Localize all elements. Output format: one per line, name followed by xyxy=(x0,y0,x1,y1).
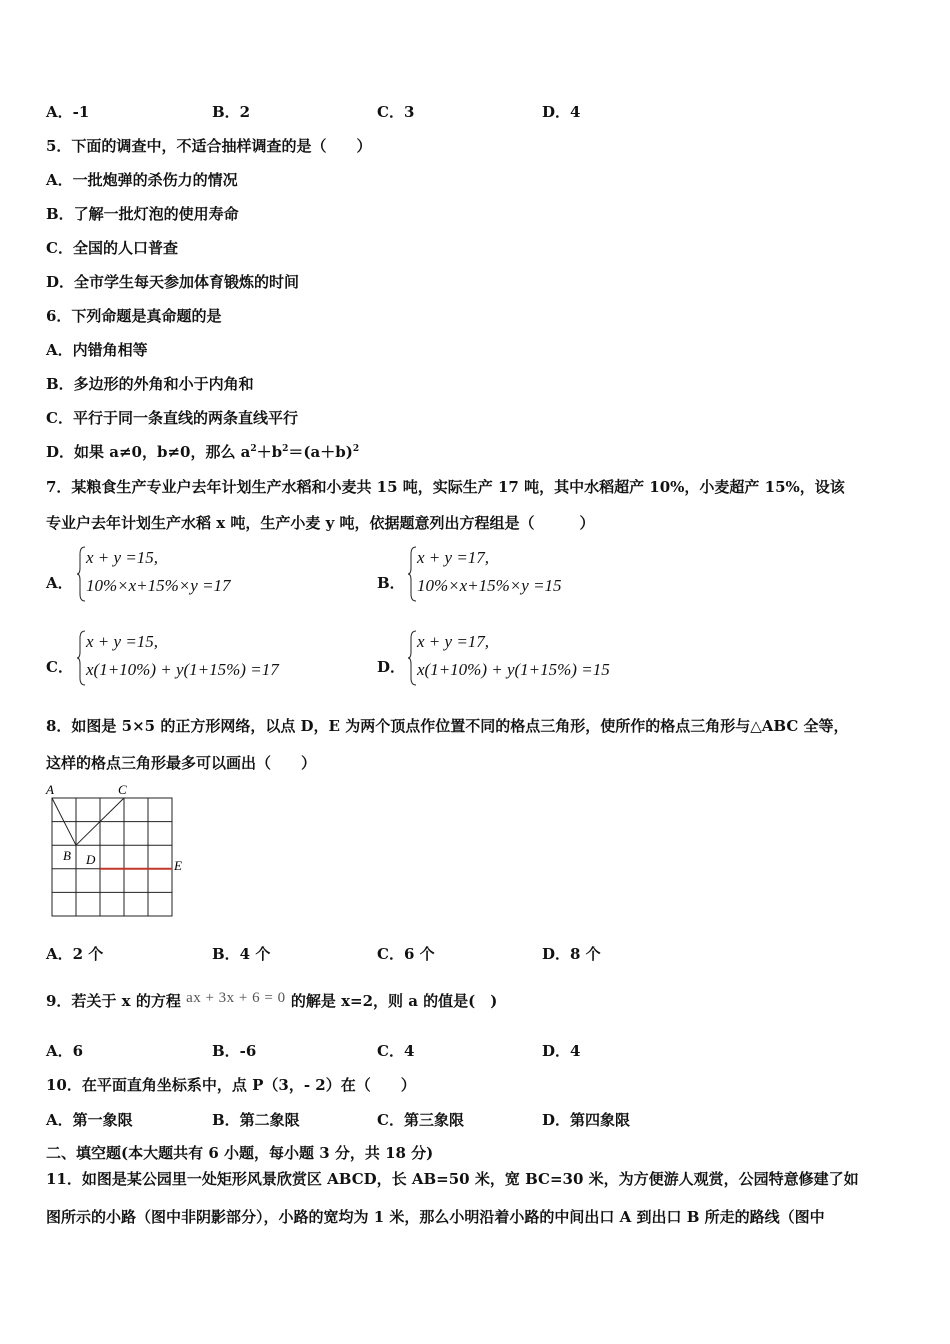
q9-option-b: B．-6 xyxy=(212,1042,257,1060)
label-e: E xyxy=(174,858,182,873)
q8-option-a: A．2 个 xyxy=(46,945,104,963)
q7-option-d-label: D． xyxy=(377,658,406,676)
q11-line2: 图所示的小路（图中非阴影部分），小路的宽均为 1 米，那么小明沿着小路的中间出口 A 到出口 B 所走的路线（图中 xyxy=(46,1208,825,1226)
q9-formula: ax + 3x + 6 = 0 xyxy=(186,990,286,1006)
q6-option-d: D．如果 a≠0，b≠0，那么 $a^2+b^2=(a+b)^2$ xyxy=(46,443,360,461)
q8-option-b: B．4 个 xyxy=(212,945,271,963)
grid-figure xyxy=(42,782,192,922)
q11-line1: 11．如图是某公园里一处矩形风景欣赏区 ABCD，长 AB=50 米，宽 BC=30 米，为方便游人观赏，公园特意修建了如 xyxy=(46,1170,859,1188)
q7-option-b-eq1: x + y =17, xyxy=(417,548,490,567)
q5-option-c: C．全国的人口普查 xyxy=(46,239,178,257)
q7-option-a-system xyxy=(76,546,316,604)
q7-option-a-label: A． xyxy=(46,574,73,592)
q7-option-d-eq1: x + y =17, xyxy=(417,632,490,651)
q4-option-c: C．3 xyxy=(377,103,415,121)
q10-option-d: D．第四象限 xyxy=(542,1111,631,1129)
section-2-title: 二、填空题(本大题共有 6 小题，每小题 3 分，共 18 分) xyxy=(46,1144,434,1162)
label-c: C xyxy=(118,782,127,797)
q5-option-a: A．一批炮弹的杀伤力的情况 xyxy=(46,171,238,189)
q4-option-d: D．4 xyxy=(542,103,581,121)
q7-option-b-eq2: 10%×x+15%×y =15 xyxy=(417,576,562,595)
q7-option-c-system xyxy=(76,630,336,688)
q8-stem-line2: 这样的格点三角形最多可以画出（ ） xyxy=(46,754,317,772)
q5-option-d: D．全市学生每天参加体育锻炼的时间 xyxy=(46,273,300,291)
brace-icon xyxy=(76,630,86,686)
q10-option-c: C．第三象限 xyxy=(377,1111,464,1129)
q7-option-c-eq2: x(1+10%) + y(1+15%) =17 xyxy=(86,660,279,679)
q7-option-a-eq1: x + y =15, xyxy=(86,548,159,567)
q8-option-c: C．6 个 xyxy=(377,945,435,963)
q7-stem-line1: 7．某粮食生产专业户去年计划生产水稻和小麦共 15 吨，实际生产 17 吨，其中水稻超产 10%，小麦超产 15%，设该 xyxy=(46,478,845,496)
q9-stem: 9．若关于 x 的方程 ax + 3x + 6 = 0 的解是 x=2，则 a 的值是( ) xyxy=(46,990,498,1010)
q6-stem: 6．下列命题是真命题的是 xyxy=(46,307,222,325)
q4-option-a: A．-1 xyxy=(46,103,90,121)
label-a: A xyxy=(46,782,54,797)
q7-option-c-label: C． xyxy=(46,658,73,676)
q10-stem: 10．在平面直角坐标系中，点 P（3，- 2）在（ ） xyxy=(46,1076,416,1094)
q7-option-d-eq2: x(1+10%) + y(1+15%) =15 xyxy=(417,660,610,679)
brace-icon xyxy=(407,630,417,686)
q6-option-b: B．多边形的外角和小于内角和 xyxy=(46,375,254,393)
brace-icon xyxy=(76,546,86,602)
q9-option-a: A．6 xyxy=(46,1042,84,1060)
q10-option-b: B．第二象限 xyxy=(212,1111,300,1129)
q7-option-a-eq2: 10%×x+15%×y =17 xyxy=(86,576,231,595)
q7-option-b-label: B． xyxy=(377,574,405,592)
q7-option-d-system xyxy=(407,630,667,688)
q5-stem: 5．下面的调查中，不适合抽样调查的是（ ） xyxy=(46,137,372,155)
q7-stem-line2: 专业户去年计划生产水稻 x 吨，生产小麦 y 吨，依据题意列出方程组是（ ） xyxy=(46,514,595,532)
q7-option-c-eq1: x + y =15, xyxy=(86,632,159,651)
brace-icon xyxy=(407,546,417,602)
q4-option-b: B．2 xyxy=(212,103,251,121)
q6-option-a: A．内错角相等 xyxy=(46,341,148,359)
q8-option-d: D．8 个 xyxy=(542,945,601,963)
q10-option-a: A．第一象限 xyxy=(46,1111,133,1129)
label-d: D xyxy=(86,852,96,867)
q5-option-b: B．了解一批灯泡的使用寿命 xyxy=(46,205,239,223)
label-b: B xyxy=(63,848,71,863)
q6-option-c: C．平行于同一条直线的两条直线平行 xyxy=(46,409,298,427)
q7-option-b-system xyxy=(407,546,647,604)
q8-stem-line1: 8．如图是 5×5 的正方形网络，以点 D，E 为两个顶点作位置不同的格点三角形，使所作的格点三角形与△ABC 全等， xyxy=(46,717,849,735)
q9-option-d: D．4 xyxy=(542,1042,581,1060)
q9-option-c: C．4 xyxy=(377,1042,415,1060)
